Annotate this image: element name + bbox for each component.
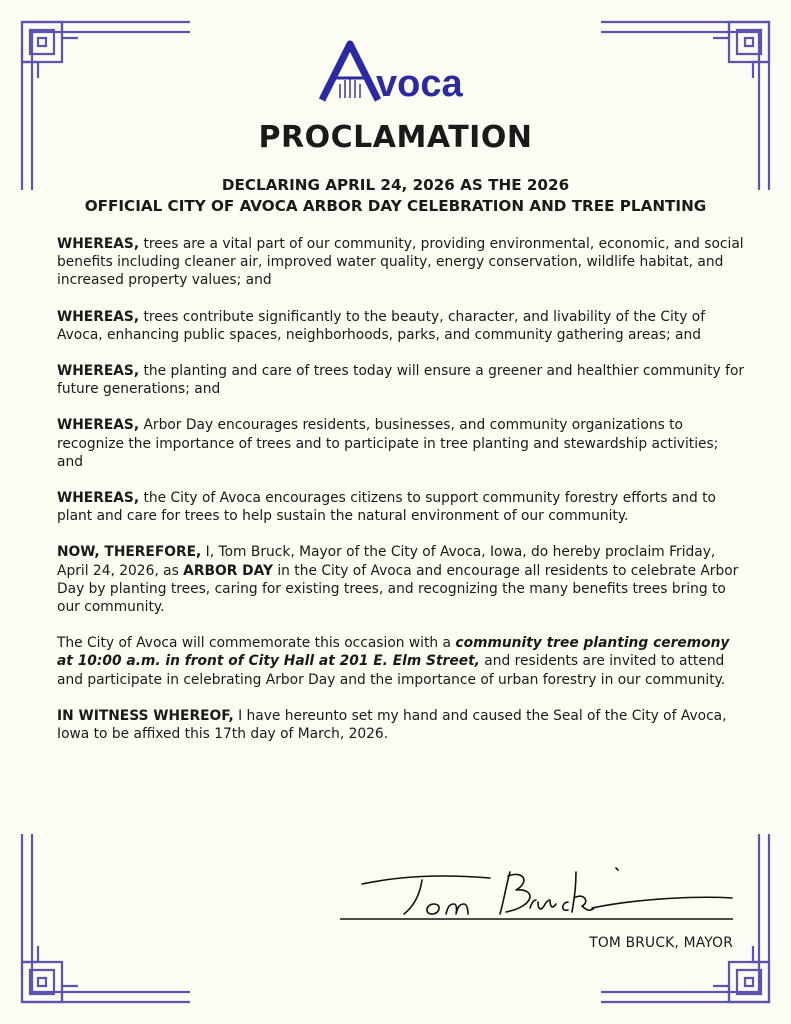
- paragraph-text: and residents are invited to attend and participate in celebrating Arbor Day and the importance of urban forestry in our community.: [57, 653, 726, 688]
- whereas-paragraph-5: [57, 489, 747, 525]
- border-corner-bottom-left: [22, 834, 190, 1002]
- whereas-paragraph-3: [57, 362, 747, 398]
- mayor-printed-name: TOM BRUCK, MAYOR: [589, 935, 733, 951]
- paragraph-lead: WHEREAS,: [57, 363, 140, 380]
- paragraph-text: the planting and care of trees today will ensure a greener and healthier community for future generations; and: [57, 363, 745, 398]
- witness-paragraph: [57, 707, 747, 743]
- arbor-day-emphasis: ARBOR DAY: [183, 562, 273, 579]
- ceremony-paragraph: [57, 634, 747, 689]
- page-title: PROCLAMATION: [258, 120, 533, 155]
- paragraph-lead: IN WITNESS WHEREOF,: [57, 707, 234, 724]
- paragraph-lead: WHEREAS,: [57, 308, 140, 325]
- subtitle: [0, 175, 791, 217]
- paragraph-text: in the City of Avoca and encourage all residents to celebrate Arbor Day by planting trees, caring for existing trees, and recognizing the many benefits trees bring to our community.: [57, 562, 739, 616]
- therefore-paragraph: [57, 543, 747, 616]
- mayor-signature: [340, 862, 735, 924]
- paragraph-lead: NOW, THEREFORE,: [57, 544, 202, 561]
- whereas-paragraph-4: [57, 416, 747, 471]
- paragraph-text: I have hereunto set my hand and caused the Seal of the City of Avoca, Iowa to be affixed this 17th day of March, 2026.: [57, 707, 727, 743]
- proclamation-body: [57, 235, 747, 761]
- paragraph-text: I, Tom Bruck, Mayor of the City of Avoca, Iowa, do hereby proclaim Friday, April 24, 2026, as: [57, 544, 716, 579]
- subtitle-line-2: OFFICIAL CITY OF AVOCA ARBOR DAY CELEBRATION AND TREE PLANTING: [84, 197, 707, 215]
- whereas-paragraph-2: [57, 308, 747, 344]
- paragraph-lead: WHEREAS,: [57, 417, 140, 434]
- paragraph-lead: WHEREAS,: [57, 236, 140, 252]
- logo-wordmark: voca: [376, 63, 463, 104]
- paragraph-text: the City of Avoca encourages citizens to support community forestry efforts and to plant and care for trees to help sustain the natural environment of our community.: [57, 490, 716, 525]
- border-corner-top-right: [601, 22, 769, 190]
- whereas-paragraph-1: [57, 235, 747, 290]
- paragraph-lead: WHEREAS,: [57, 490, 140, 507]
- avoca-logo: [318, 40, 474, 104]
- paragraph-text: trees are a vital part of our community, providing environmental, economic, and social benefits including cleaner air, improved water quality, energy conservation, wildlife habitat, and increased property values; and: [57, 236, 744, 289]
- paragraph-text: The City of Avoca will commemorate this occasion with a: [57, 635, 456, 652]
- subtitle-line-1: DECLARING APRIL 24, 2026 AS THE 2026: [221, 176, 570, 194]
- border-corner-top-left: [22, 22, 190, 190]
- paragraph-text: Arbor Day encourages residents, businesses, and community organizations to recognize the importance of trees and to participate in tree planting and stewardship activities; and: [57, 417, 719, 470]
- ceremony-details-emphasis: community tree planting ceremony at 10:00 a.m. in front of City Hall at 201 E. Elm Street,: [57, 635, 730, 670]
- paragraph-text: trees contribute significantly to the beauty, character, and livability of the City of Avoca, enhancing public spaces, neighborhoods, parks, and community gathering areas; and: [57, 308, 706, 343]
